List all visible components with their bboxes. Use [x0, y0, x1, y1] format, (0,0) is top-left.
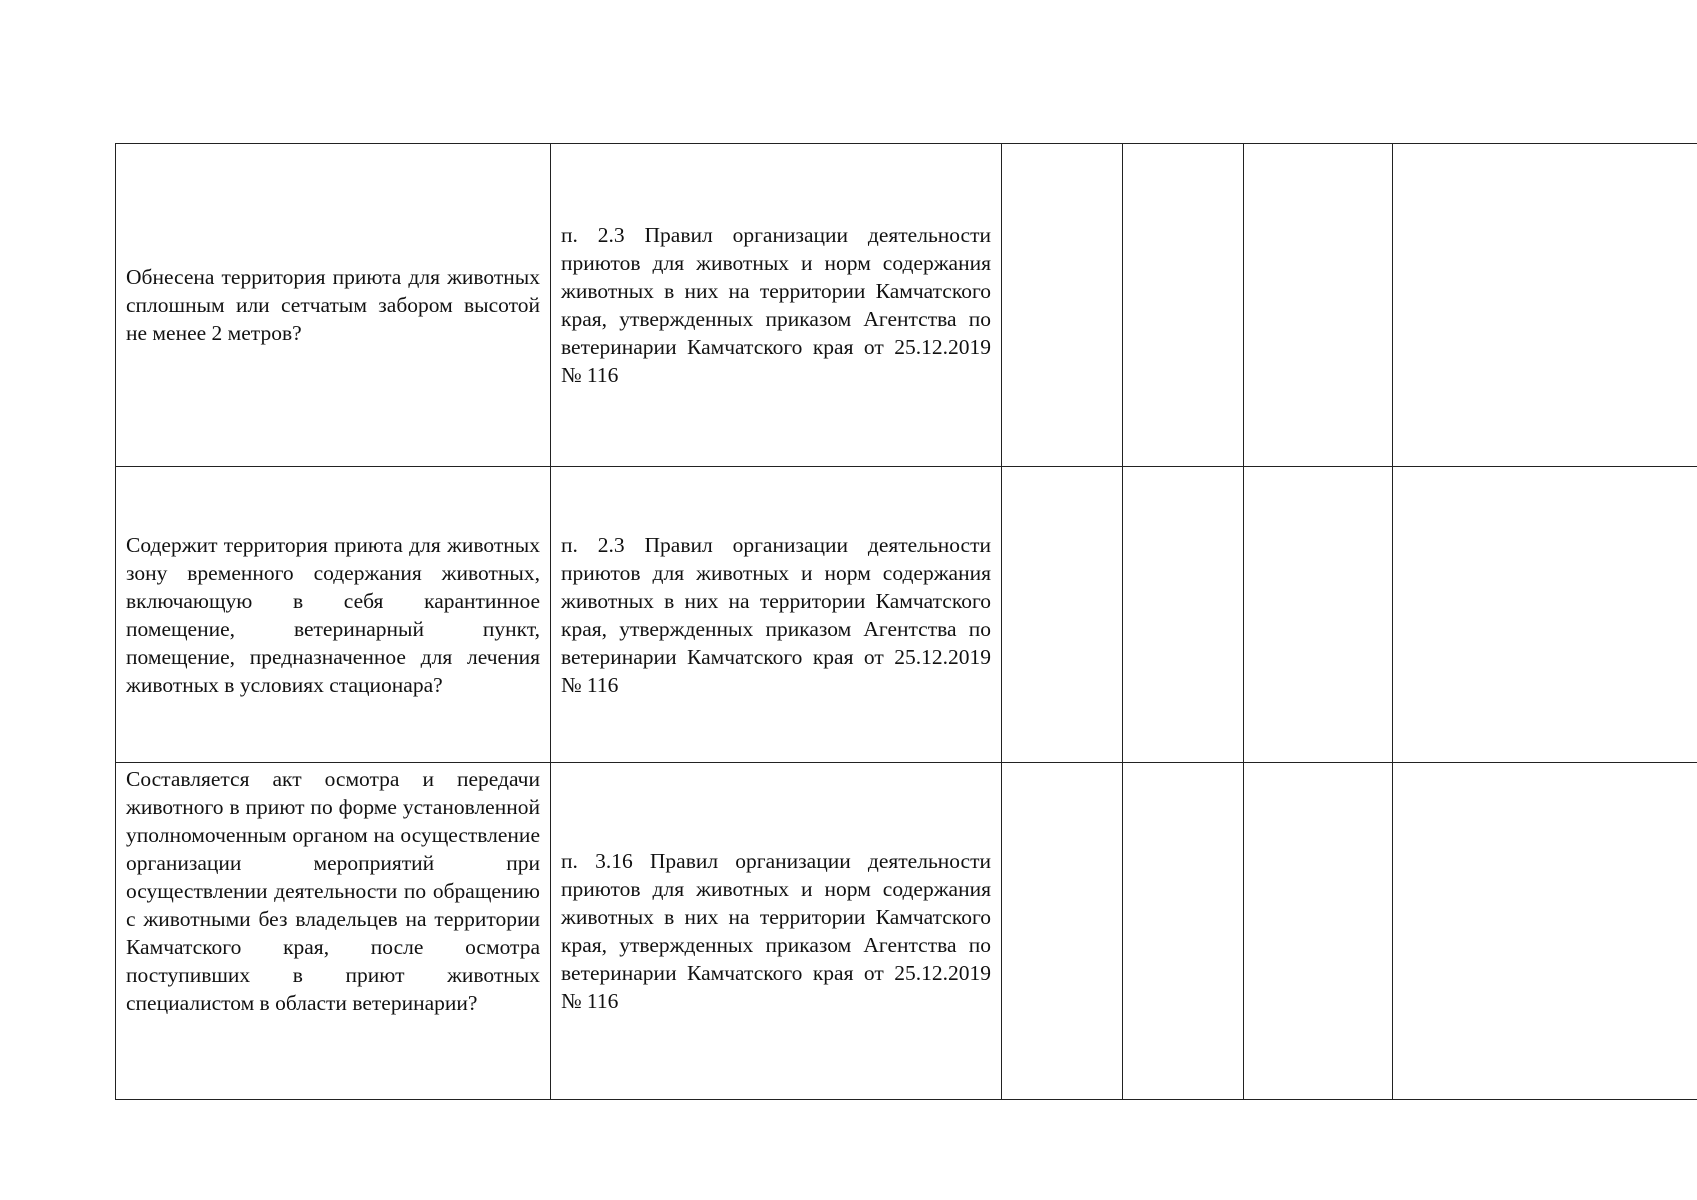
answer-not-applicable-cell — [1244, 763, 1393, 1100]
answer-no-cell — [1123, 763, 1244, 1100]
answer-not-applicable-cell — [1244, 467, 1393, 763]
question-text: Составляется акт осмотра и передачи животного в приют по форме установленной уполномоченным органом на осуществление организации мероприятий при осуществлении деятельности по обращению с животными без владельцев на территории Камчатского края, после осмотра поступивших в приют животных специалистом в области ветеринарии? — [126, 767, 540, 1015]
answer-yes-cell — [1002, 144, 1123, 467]
answer-yes-cell — [1002, 467, 1123, 763]
note-cell — [1393, 467, 1697, 763]
question-text: Содержит территория приюта для животных зону временного содержания животных, включающую в себя карантинное помещение, ветеринарный пункт, помещение, предназначенное для лечения животных в условиях стационара? — [126, 532, 540, 697]
note-cell — [1393, 144, 1697, 467]
table-row — [116, 763, 1697, 1100]
answer-not-applicable-cell — [1244, 144, 1393, 467]
question-cell — [116, 763, 551, 1100]
reference-cell — [551, 144, 1002, 467]
answer-no-cell — [1123, 144, 1244, 467]
question-text: Обнесена территория приюта для животных сплошным или сетчатым забором высотой не менее 2 метров? — [126, 265, 540, 345]
reference-text: п. 2.3 Правил организации деятельности приютов для животных и норм содержания животных в них на территории Камчатского края, утвержденных приказом Агентства по ветеринарии Камчатского края от 25.12.2019 № 116 — [561, 223, 991, 387]
question-cell — [116, 467, 551, 763]
question-cell — [116, 144, 551, 467]
reference-text: п. 3.16 Правил организации деятельности приютов для животных и норм содержания животных в них на территории Камчатского края, утвержденных приказом Агентства по ветеринарии Камчатского края от 25.12.2019 № 116 — [561, 849, 991, 1013]
note-cell — [1393, 763, 1697, 1100]
answer-yes-cell — [1002, 763, 1123, 1100]
table-row — [116, 144, 1697, 467]
checklist-table — [115, 143, 1697, 1100]
table-row — [116, 467, 1697, 763]
reference-text: п. 2.3 Правил организации деятельности приютов для животных и норм содержания животных в них на территории Камчатского края, утвержденных приказом Агентства по ветеринарии Камчатского края от 25.12.2019 № 116 — [561, 532, 991, 697]
reference-cell — [551, 763, 1002, 1100]
answer-no-cell — [1123, 467, 1244, 763]
reference-cell — [551, 467, 1002, 763]
